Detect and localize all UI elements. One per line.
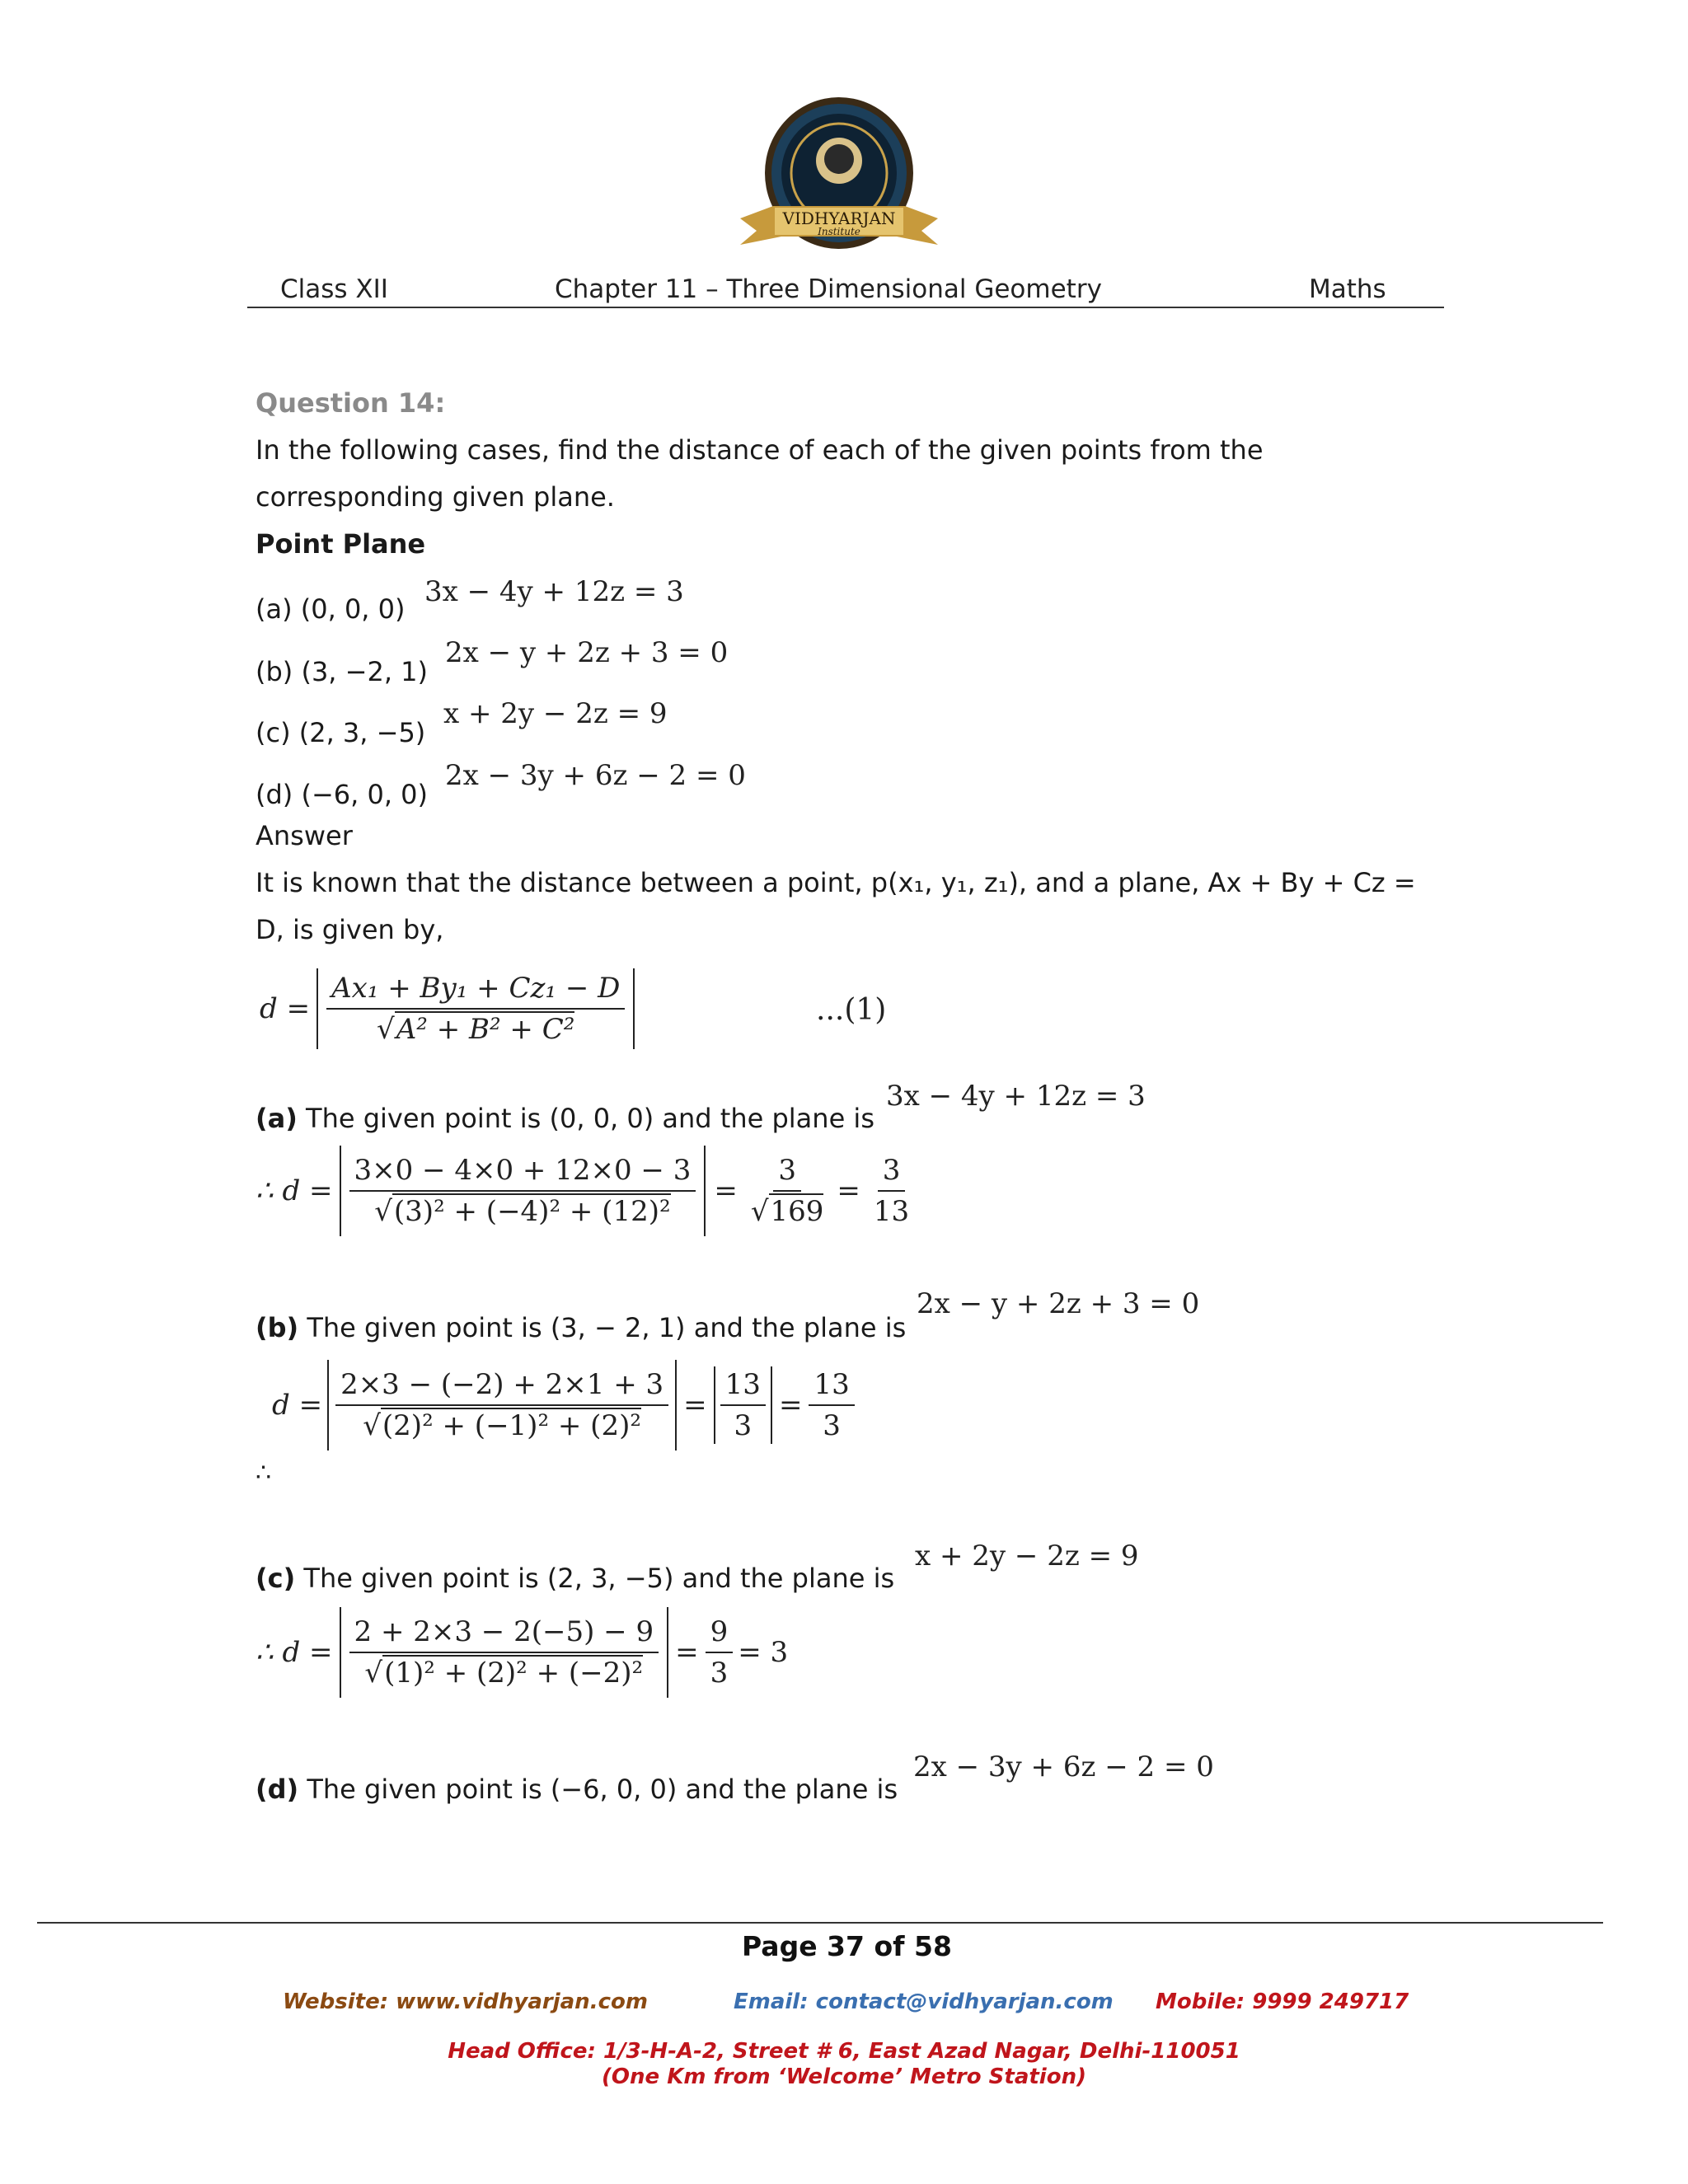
case-c-point: (c) (2, 3, −5) <box>256 717 426 748</box>
svg-text:VIDHYARJAN: VIDHYARJAN <box>782 209 896 228</box>
part-c-denominator: (1)² + (2)² + (−2)² <box>384 1657 644 1690</box>
part-c-step-denominator: 3 <box>710 1657 729 1690</box>
part-b-absolute-value <box>327 1360 677 1451</box>
part-c-absolute-value <box>340 1607 669 1698</box>
part-b-step-numerator: 13 <box>720 1368 766 1406</box>
subject-label: Maths <box>1309 274 1386 304</box>
part-b-therefore: ∴ <box>256 1459 272 1488</box>
part-a-text: The given point is (0, 0, 0) and the plane is <box>306 1103 874 1134</box>
part-a-plane: 3x − 4y + 12z = 3 <box>886 1080 1146 1113</box>
part-b-denominator: (2)² + (−1)² + (2)² <box>382 1409 641 1442</box>
part-a-result-denominator: 13 <box>873 1195 910 1228</box>
part-b-step-denominator: 3 <box>734 1409 753 1442</box>
svg-text:Institute: Institute <box>818 226 860 237</box>
case-c-plane: x + 2y − 2z = 9 <box>443 697 668 730</box>
part-a-statement <box>256 1094 874 1142</box>
sqrt-icon: √ <box>364 1657 383 1690</box>
institute-logo <box>724 95 954 272</box>
part-a-calculation: ∴ d = $\frac{3\times 0 - 4\times 0 + 12\times 0 - 3}{\text{√(3)² + (−4)² + (12)²}}$ = $\frac{3}{√169}$ = $\frac{3}{13}$ <box>256 1146 914 1236</box>
formula-fraction <box>326 972 625 1046</box>
answer-heading: Answer <box>256 820 353 851</box>
part-a-step-numerator: 3 <box>773 1154 801 1192</box>
case-a-point: (a) (0, 0, 0) <box>256 593 406 625</box>
header-divider <box>247 307 1444 308</box>
formula-lhs: d = <box>260 992 311 1025</box>
chapter-label: Chapter 11 – Three Dimensional Geometry <box>555 274 1102 304</box>
part-c-numerator: 2 + 2×3 − 2(−5) − 9 <box>349 1615 659 1653</box>
part-a-numerator: 3×0 − 4×0 + 12×0 − 3 <box>349 1154 696 1192</box>
question-heading: Question 14: <box>256 387 446 419</box>
part-d-text: The given point is (−6, 0, 0) and the plane is <box>307 1774 898 1805</box>
answer-intro-line-2: D, is given by, <box>256 914 444 945</box>
part-b-statement <box>256 1304 906 1352</box>
part-c-tag: (c) <box>256 1563 296 1594</box>
case-d-point: (d) (−6, 0, 0) <box>256 779 428 810</box>
part-b-calculation: d = $\frac{2\times 3 - (-2) + 2\times 1 + 3}{\text{√(2)² + (−1)² + (2)²}}$ = $\frac{13}{3}$ = $\frac{13}{3}$ <box>272 1360 855 1451</box>
page-number: Page 37 of 58 <box>742 1930 952 1962</box>
part-a-result-numerator: 3 <box>878 1154 906 1192</box>
part-b-lhs: d = <box>272 1389 323 1422</box>
footer-mobile: Mobile: 9999 249717 <box>1156 1990 1409 2014</box>
sqrt-icon: √ <box>377 1013 395 1046</box>
part-c-text: The given point is (2, 3, −5) and the plane is <box>303 1563 895 1594</box>
formula-reference: ...(1) <box>816 993 887 1027</box>
part-c-statement <box>256 1554 894 1602</box>
part-c-plane: x + 2y − 2z = 9 <box>915 1540 1139 1572</box>
part-a-lhs: ∴ d = <box>256 1174 333 1207</box>
part-b-tag: (b) <box>256 1312 299 1343</box>
sqrt-icon: √ <box>750 1195 769 1228</box>
case-d-plane: 2x − 3y + 6z − 2 = 0 <box>445 759 746 792</box>
part-c-result: = 3 <box>738 1636 789 1669</box>
class-label: Class XII <box>280 274 388 304</box>
part-b-text: The given point is (3, − 2, 1) and the plane is <box>307 1312 907 1343</box>
case-b-plane: 2x − y + 2z + 3 = 0 <box>445 636 729 669</box>
part-a-step-denominator: 169 <box>770 1195 824 1228</box>
sqrt-icon: √ <box>363 1409 381 1442</box>
question-line-1: In the following cases, find the distance of each of the given points from the <box>256 434 1264 466</box>
part-b-plane: 2x − y + 2z + 3 = 0 <box>917 1287 1200 1320</box>
footer-email[interactable]: Email: contact@vidhyarjan.com <box>734 1990 1114 2014</box>
part-b-result-numerator: 13 <box>809 1368 854 1406</box>
part-c-calculation: ∴ d = $\frac{2 + 2\times 3 - 2(-5) - 9}{\text{√(1)² + (2)² + (−2)²}}$ = $\frac{9}{3}$ = 3 <box>256 1607 788 1698</box>
distance-formula <box>260 968 635 1049</box>
part-b-result-denominator: 3 <box>823 1409 841 1442</box>
part-c-lhs: ∴ d = <box>256 1636 333 1669</box>
part-a-absolute-value <box>340 1146 706 1236</box>
table-heading: Point Plane <box>256 528 426 560</box>
part-a-denominator: (3)² + (−4)² + (12)² <box>393 1195 671 1228</box>
part-b-numerator: 2×3 − (−2) + 2×1 + 3 <box>335 1368 668 1406</box>
question-line-2: corresponding given plane. <box>256 481 615 513</box>
footer-address-line-1: Head Office: 1/3-H-A-2, Street # 6, East Azad Nagar, Delhi-110051 <box>448 2039 1240 2064</box>
part-d-statement <box>256 1765 898 1813</box>
formula-numerator: Ax₁ + By₁ + Cz₁ − D <box>326 972 625 1010</box>
case-a-plane: 3x − 4y + 12z = 3 <box>424 575 684 608</box>
footer-address-line-2: (One Km from ‘Welcome’ Metro Station) <box>602 2064 1086 2089</box>
footer-website[interactable]: Website: www.vidhyarjan.com <box>283 1990 648 2014</box>
part-a-tag: (a) <box>256 1103 298 1134</box>
part-d-tag: (d) <box>256 1774 299 1805</box>
part-c-step-numerator: 9 <box>706 1615 734 1653</box>
formula-absolute-value <box>316 968 635 1049</box>
formula-denominator: A² + B² + C² <box>396 1013 575 1046</box>
sqrt-icon: √ <box>374 1195 392 1228</box>
part-b-step-absolute-value <box>714 1366 772 1444</box>
answer-intro-line-1: It is known that the distance between a point, p(x₁, y₁, z₁), and a plane, Ax + By + Cz = <box>256 867 1416 898</box>
footer-divider <box>37 1922 1603 1924</box>
case-b-point: (b) (3, −2, 1) <box>256 656 428 687</box>
part-d-plane: 2x − 3y + 6z − 2 = 0 <box>913 1750 1214 1783</box>
